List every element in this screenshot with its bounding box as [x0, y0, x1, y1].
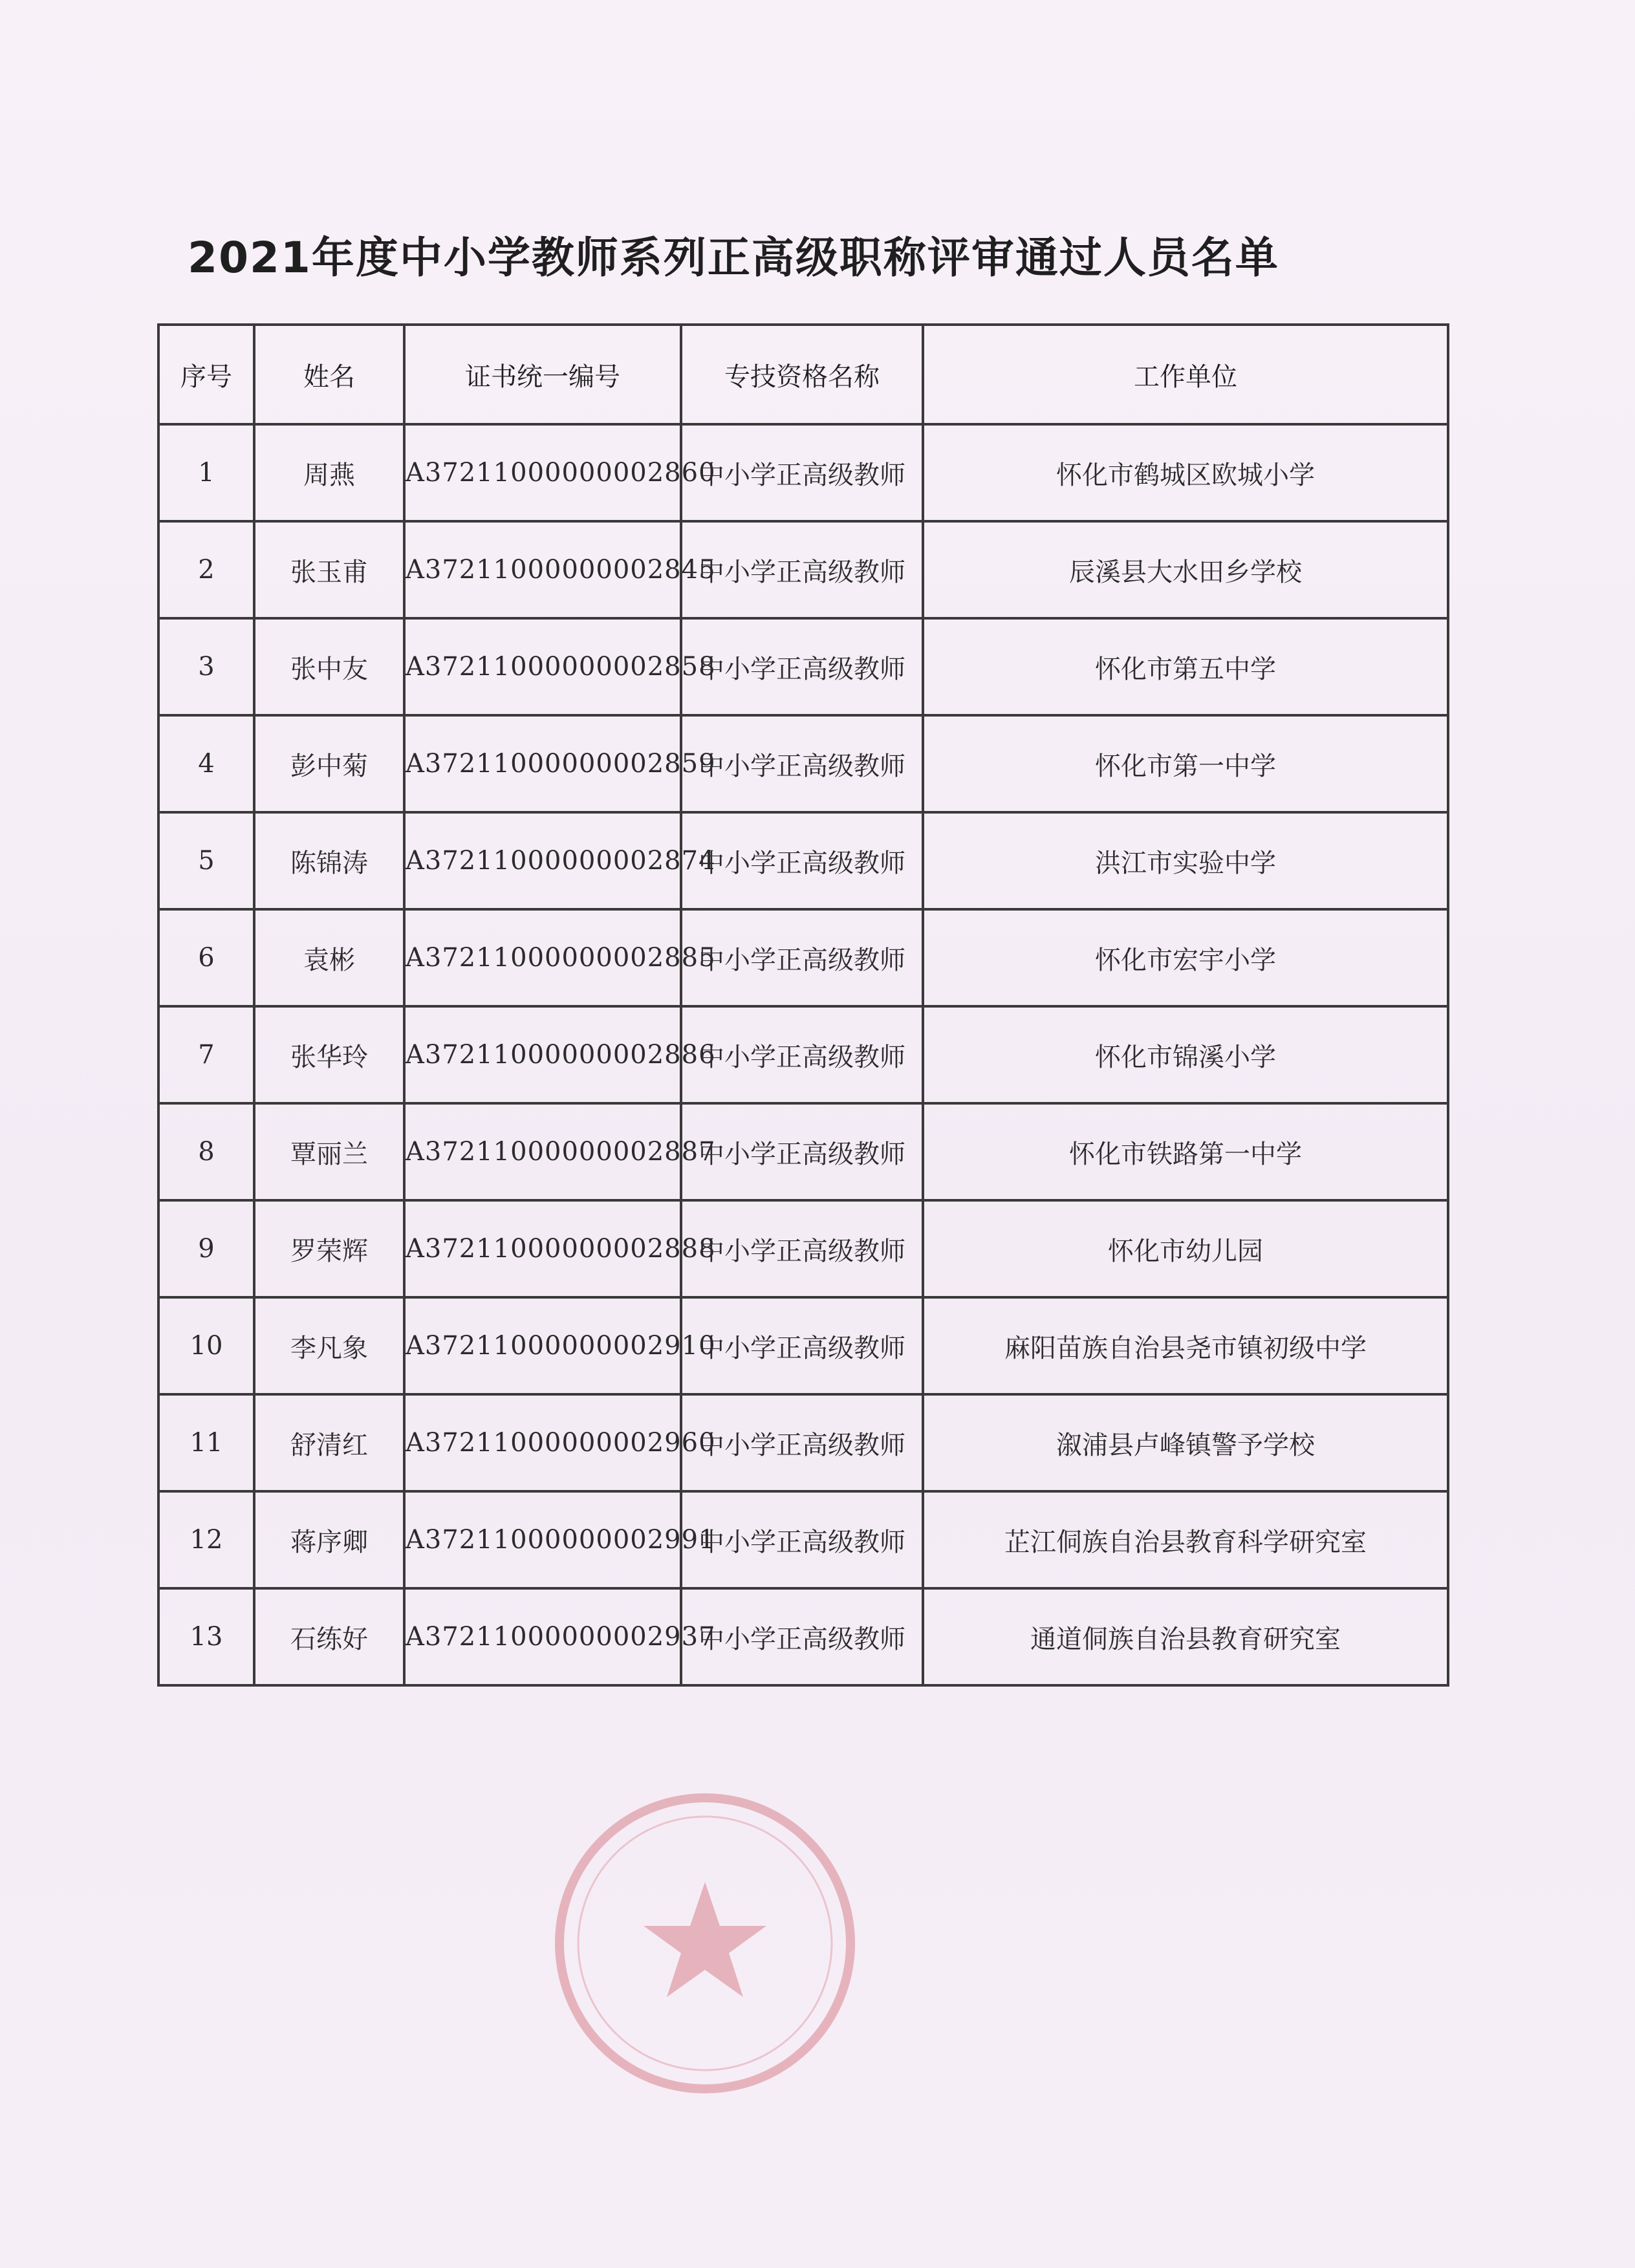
cell-unit: 怀化市鹤城区欧城小学: [923, 424, 1448, 521]
cell-cert: A37211000000002888: [404, 1200, 681, 1297]
cell-unit: 麻阳苗族自治县尧市镇初级中学: [923, 1297, 1448, 1394]
cell-unit: 怀化市幼儿园: [923, 1200, 1448, 1297]
star-icon: [644, 1882, 766, 1997]
cell-unit: 怀化市锦溪小学: [923, 1006, 1448, 1103]
cell-qual: 中小学正高级教师: [681, 1200, 923, 1297]
cell-name: 覃丽兰: [254, 1103, 404, 1200]
cell-seq: 2: [158, 521, 254, 618]
cell-seq: 6: [158, 909, 254, 1006]
cell-seq: 3: [158, 618, 254, 715]
cell-name: 陈锦涛: [254, 812, 404, 909]
cell-qual: 中小学正高级教师: [681, 1297, 923, 1394]
header-cert: 证书统一编号: [404, 325, 681, 424]
cell-cert: A37211000000002937: [404, 1588, 681, 1685]
document-title: 2021年度中小学教师系列正高级职称评审通过人员名单: [188, 233, 1279, 283]
header-unit: 工作单位: [923, 325, 1448, 424]
cell-name: 蒋序卿: [254, 1491, 404, 1588]
cell-cert: A37211000000002887: [404, 1103, 681, 1200]
table-row: [158, 812, 1448, 909]
cell-name: 张中友: [254, 618, 404, 715]
table-row: [158, 521, 1448, 618]
cell-seq: 5: [158, 812, 254, 909]
cell-unit: 溆浦县卢峰镇警予学校: [923, 1394, 1448, 1491]
cell-qual: 中小学正高级教师: [681, 715, 923, 812]
header-name: 姓名: [254, 325, 404, 424]
cell-unit: 怀化市第一中学: [923, 715, 1448, 812]
cell-cert: A37211000000002845: [404, 521, 681, 618]
header-seq: 序号: [158, 325, 254, 424]
cell-seq: 7: [158, 1006, 254, 1103]
cell-unit: 怀化市第五中学: [923, 618, 1448, 715]
table-row: [158, 1491, 1448, 1588]
cell-cert: A37211000000002860: [404, 424, 681, 521]
header-qual: 专技资格名称: [681, 325, 923, 424]
cell-cert: A37211000000002859: [404, 715, 681, 812]
table-row: [158, 1588, 1448, 1685]
cell-cert: A37211000000002960: [404, 1394, 681, 1491]
cell-seq: 8: [158, 1103, 254, 1200]
table-row: [158, 1006, 1448, 1103]
cell-qual: 中小学正高级教师: [681, 1006, 923, 1103]
cell-qual: 中小学正高级教师: [681, 1588, 923, 1685]
table-row: [158, 715, 1448, 812]
cell-seq: 1: [158, 424, 254, 521]
roster-table: [157, 323, 1449, 1687]
cell-qual: 中小学正高级教师: [681, 1103, 923, 1200]
table-row: [158, 1394, 1448, 1491]
table-row: [158, 1103, 1448, 1200]
cell-name: 袁彬: [254, 909, 404, 1006]
table-row: [158, 1297, 1448, 1394]
cell-seq: 10: [158, 1297, 254, 1394]
cell-cert: A37211000000002991: [404, 1491, 681, 1588]
table-header-row: [158, 325, 1448, 424]
cell-qual: 中小学正高级教师: [681, 909, 923, 1006]
cell-name: 石练好: [254, 1588, 404, 1685]
cell-cert: A37211000000002885: [404, 909, 681, 1006]
cell-name: 张华玲: [254, 1006, 404, 1103]
cell-unit: 洪江市实验中学: [923, 812, 1448, 909]
table-row: [158, 1200, 1448, 1297]
cell-cert: A37211000000002874: [404, 812, 681, 909]
cell-unit: 辰溪县大水田乡学校: [923, 521, 1448, 618]
cell-seq: 4: [158, 715, 254, 812]
table-row: [158, 618, 1448, 715]
cell-seq: 9: [158, 1200, 254, 1297]
official-seal: [547, 1785, 863, 2102]
cell-seq: 11: [158, 1394, 254, 1491]
cell-cert: A37211000000002858: [404, 618, 681, 715]
cell-unit: 芷江侗族自治县教育科学研究室: [923, 1491, 1448, 1588]
cell-name: 彭中菊: [254, 715, 404, 812]
cell-name: 周燕: [254, 424, 404, 521]
cell-qual: 中小学正高级教师: [681, 1491, 923, 1588]
cell-unit: 通道侗族自治县教育研究室: [923, 1588, 1448, 1685]
cell-unit: 怀化市铁路第一中学: [923, 1103, 1448, 1200]
cell-qual: 中小学正高级教师: [681, 812, 923, 909]
table-row: [158, 424, 1448, 521]
cell-name: 张玉甫: [254, 521, 404, 618]
table-row: [158, 909, 1448, 1006]
cell-unit: 怀化市宏宇小学: [923, 909, 1448, 1006]
cell-seq: 12: [158, 1491, 254, 1588]
cell-qual: 中小学正高级教师: [681, 424, 923, 521]
cell-qual: 中小学正高级教师: [681, 521, 923, 618]
cell-name: 舒清红: [254, 1394, 404, 1491]
cell-name: 罗荣辉: [254, 1200, 404, 1297]
cell-seq: 13: [158, 1588, 254, 1685]
cell-qual: 中小学正高级教师: [681, 618, 923, 715]
cell-cert: A37211000000002910: [404, 1297, 681, 1394]
cell-cert: A37211000000002886: [404, 1006, 681, 1103]
cell-qual: 中小学正高级教师: [681, 1394, 923, 1491]
cell-name: 李凡象: [254, 1297, 404, 1394]
